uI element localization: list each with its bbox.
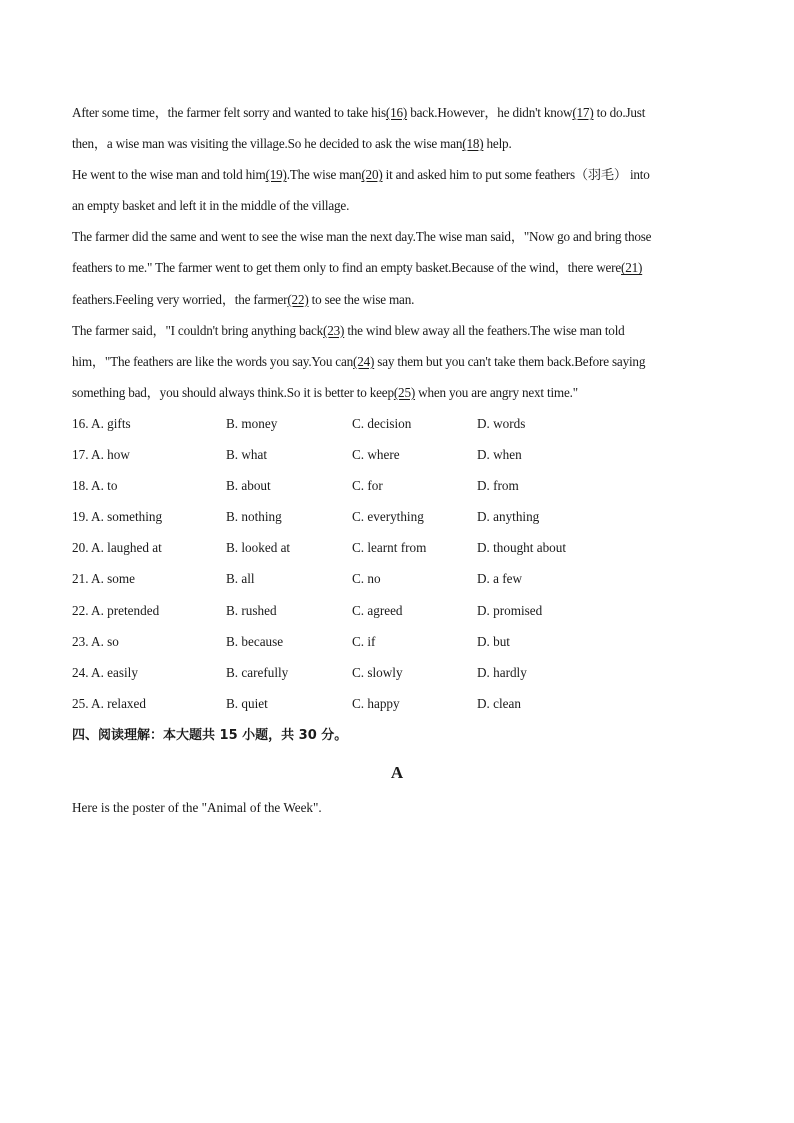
option-c: C. decision [352, 416, 412, 431]
option-d: D. when [477, 447, 522, 463]
option-a: 22. A. pretended [72, 602, 160, 618]
option-b: B. about [226, 478, 271, 494]
passage-text: it and asked him to put some feathers（羽毛） into [382, 167, 650, 183]
option-c: C. everything [352, 509, 424, 525]
blank-number: (17) [572, 105, 594, 120]
passage-line [72, 346, 722, 377]
passage-text: help. [483, 136, 512, 152]
blank-number: (16) [385, 105, 408, 120]
option-c: C. no [352, 571, 381, 587]
option-a: 24. A. easily [72, 664, 138, 680]
passage-text: him，"The feathers are like the words you say.You can [72, 353, 354, 369]
blank-number: (21) [621, 260, 643, 276]
passage-line [72, 128, 722, 159]
passage-text: something bad，you should always think.So it is better to keep [72, 384, 394, 400]
cloze-passage [72, 97, 722, 408]
question-row [72, 688, 722, 719]
option-c: C. slowly [352, 664, 403, 680]
option-d: D. words [477, 416, 526, 431]
blank-number: (25) [393, 384, 416, 400]
option-b: B. carefully [226, 664, 289, 680]
option-a: 18. A. to [72, 478, 118, 494]
question-row [72, 626, 722, 657]
passage-text: The farmer did the same and went to see the wise man the next day.The wise man said，"Now go and bring those [72, 229, 652, 245]
option-a: 19. A. something [72, 509, 163, 525]
question-row [72, 595, 722, 626]
option-c: C. learnt from [352, 540, 427, 556]
passage-text: to see the wise man. [308, 291, 415, 307]
option-b: B. because [226, 633, 284, 649]
passage-text: an empty basket and left it in the middle of the village. [72, 198, 350, 214]
option-b: B. what [226, 447, 268, 463]
option-d: D. anything [477, 509, 540, 525]
passage-text: He went to the wise man and told him [72, 167, 266, 183]
option-d: D. thought about [477, 540, 567, 556]
passage-text: The farmer said，"I couldn't bring anything back [72, 322, 324, 338]
option-a: 17. A. how [72, 447, 130, 463]
blank-number: (19) [265, 167, 287, 183]
blank-number: (18) [462, 136, 484, 152]
option-b: B. money [226, 416, 278, 431]
question-row [72, 657, 722, 688]
option-c: C. happy [352, 695, 400, 711]
passage-text: back.However，he didn't know [407, 105, 573, 120]
option-b: B. quiet [226, 695, 268, 711]
option-a: 21. A. some [72, 571, 136, 587]
passage-line [72, 284, 722, 315]
blank-number: (24) [353, 353, 375, 369]
intro-text: Here is the poster of the "Animal of the Week". [72, 800, 322, 815]
question-row [72, 501, 722, 532]
passage-text: to do.Just [593, 105, 646, 120]
passage-line [72, 252, 722, 283]
question-row [72, 532, 722, 563]
option-b: B. all [226, 571, 255, 587]
option-b: B. nothing [226, 509, 282, 525]
passage-heading: A [390, 763, 404, 782]
passage-text: say them but you can't take them back.Before saying [374, 353, 646, 369]
option-d: D. from [477, 478, 519, 494]
blank-number: (20) [361, 167, 383, 183]
passage-text: the wind blew away all the feathers.The wise man told [344, 322, 625, 338]
question-row [72, 439, 722, 470]
passage-line [72, 97, 722, 128]
option-b: B. looked at [226, 540, 291, 556]
section-title: 四、阅读理解：本大题共 15 小题，共 30 分。 [72, 728, 348, 743]
option-a: 25. A. relaxed [72, 695, 146, 711]
passage-text: After some time，the farmer felt sorry and wanted to take his [72, 105, 386, 120]
option-c: C. if [352, 633, 376, 649]
passage-line [72, 190, 722, 221]
passage-text: .The wise man [286, 167, 362, 183]
option-d: D. hardly [477, 664, 527, 680]
option-a: 23. A. so [72, 633, 119, 649]
passage-line [72, 221, 722, 252]
option-d: D. clean [477, 695, 521, 711]
passage-line [72, 159, 722, 190]
option-a: 16. A. gifts [72, 416, 131, 431]
option-c: C. where [352, 447, 400, 463]
passage-line [72, 315, 722, 346]
passage-text: then，a wise man was visiting the village.So he decided to ask the wise man [72, 136, 463, 152]
option-c: C. for [352, 478, 383, 494]
answer-options [72, 408, 722, 719]
question-row [72, 563, 722, 594]
option-c: C. agreed [352, 602, 403, 618]
option-d: D. promised [477, 602, 543, 618]
question-row [72, 408, 722, 439]
passage-text: feathers.Feeling very worried，the farmer [72, 291, 288, 307]
blank-number: (23) [323, 322, 345, 338]
option-a: 20. A. laughed at [72, 540, 162, 556]
question-row [72, 470, 722, 501]
passage-text: feathers to me." The farmer went to get them only to find an empty basket.Because of the wind，there were [72, 260, 622, 276]
option-b: B. rushed [226, 602, 277, 618]
option-d: D. a few [477, 571, 523, 587]
option-d: D. but [477, 633, 510, 649]
passage-text: when you are angry next time." [415, 384, 578, 400]
passage-line [72, 377, 722, 408]
blank-number: (22) [287, 291, 309, 307]
